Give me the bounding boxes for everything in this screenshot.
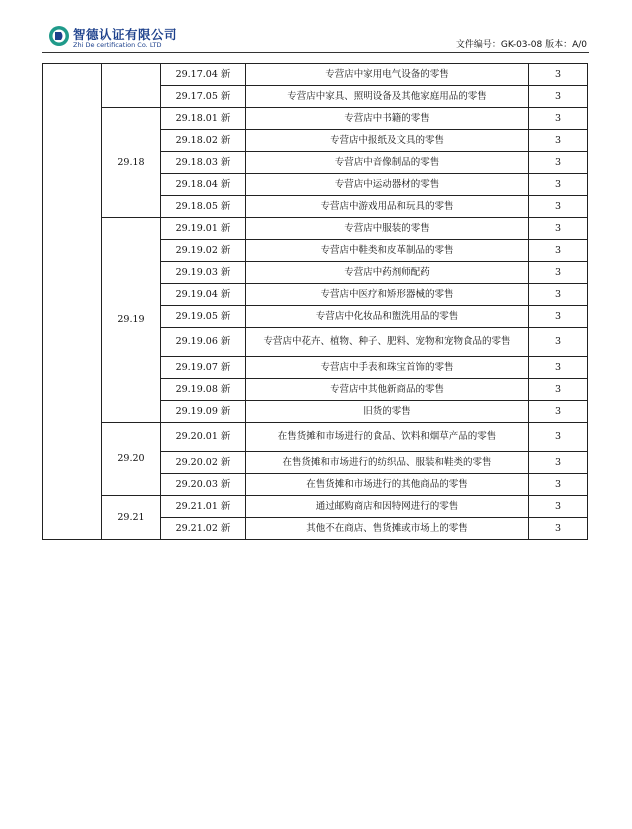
item-code-cell: 29.19.07 新 — [161, 357, 246, 379]
item-code-cell: 29.17.04 新 — [161, 64, 246, 86]
group-code-cell — [102, 64, 161, 108]
code-table — [42, 63, 588, 540]
table-row — [43, 423, 588, 452]
item-code-cell: 29.20.03 新 — [161, 474, 246, 496]
risk-level-cell: 3 — [529, 401, 588, 423]
table-row — [43, 218, 588, 240]
item-code-cell: 29.18.03 新 — [161, 152, 246, 174]
risk-level-cell: 3 — [529, 474, 588, 496]
risk-level-cell: 3 — [529, 379, 588, 401]
item-description-cell: 旧货的零售 — [246, 401, 529, 423]
item-code-cell: 29.19.01 新 — [161, 218, 246, 240]
group-code-cell: 29.18 — [102, 108, 161, 218]
risk-level-cell: 3 — [529, 174, 588, 196]
item-code-cell: 29.19.04 新 — [161, 284, 246, 306]
item-code-cell: 29.20.02 新 — [161, 452, 246, 474]
item-description-cell: 通过邮购商店和因特网进行的零售 — [246, 496, 529, 518]
item-code-cell: 29.18.04 新 — [161, 174, 246, 196]
item-description-cell: 专营店中运动器材的零售 — [246, 174, 529, 196]
item-description-cell: 专营店中游戏用品和玩具的零售 — [246, 196, 529, 218]
item-description-cell: 在售货摊和市场进行的其他商品的零售 — [246, 474, 529, 496]
group-code-cell: 29.20 — [102, 423, 161, 496]
table-row — [43, 496, 588, 518]
item-code-cell: 29.19.06 新 — [161, 328, 246, 357]
company-name-cn: 智德认证有限公司 — [73, 27, 178, 42]
risk-level-cell: 3 — [529, 108, 588, 130]
item-code-cell: 29.19.02 新 — [161, 240, 246, 262]
item-description-cell: 专营店中书籍的零售 — [246, 108, 529, 130]
group-code-cell: 29.19 — [102, 218, 161, 423]
risk-level-cell: 3 — [529, 496, 588, 518]
item-description-cell: 专营店中医疗和矫形器械的零售 — [246, 284, 529, 306]
risk-level-cell: 3 — [529, 64, 588, 86]
item-description-cell: 专营店中家用电气设备的零售 — [246, 64, 529, 86]
header-divider — [42, 52, 589, 53]
risk-level-cell: 3 — [529, 306, 588, 328]
risk-level-cell: 3 — [529, 452, 588, 474]
item-description-cell: 专营店中化妆品和盥洗用品的零售 — [246, 306, 529, 328]
item-code-cell: 29.20.01 新 — [161, 423, 246, 452]
item-description-cell: 专营店中其他新商品的零售 — [246, 379, 529, 401]
item-code-cell: 29.18.01 新 — [161, 108, 246, 130]
risk-level-cell: 3 — [529, 152, 588, 174]
table-row — [43, 108, 588, 130]
item-description-cell: 专营店中花卉、植物、种子、肥料、宠物和宠物食品的零售 — [246, 328, 529, 357]
item-description-cell: 专营店中手表和珠宝首饰的零售 — [246, 357, 529, 379]
item-code-cell: 29.19.03 新 — [161, 262, 246, 284]
item-description-cell: 在售货摊和市场进行的纺织品、服装和鞋类的零售 — [246, 452, 529, 474]
item-code-cell: 29.19.09 新 — [161, 401, 246, 423]
group-code-cell: 29.21 — [102, 496, 161, 540]
item-code-cell: 29.19.05 新 — [161, 306, 246, 328]
risk-level-cell: 3 — [529, 130, 588, 152]
item-code-cell: 29.17.05 新 — [161, 86, 246, 108]
item-code-cell: 29.18.05 新 — [161, 196, 246, 218]
risk-level-cell: 3 — [529, 423, 588, 452]
item-description-cell: 专营店中药剂师配药 — [246, 262, 529, 284]
risk-level-cell: 3 — [529, 196, 588, 218]
item-code-cell: 29.21.01 新 — [161, 496, 246, 518]
risk-level-cell: 3 — [529, 284, 588, 306]
page-header — [0, 0, 632, 52]
risk-level-cell: 3 — [529, 357, 588, 379]
item-description-cell: 专营店中服装的零售 — [246, 218, 529, 240]
risk-level-cell: 3 — [529, 86, 588, 108]
table-row — [43, 64, 588, 86]
item-code-cell: 29.19.08 新 — [161, 379, 246, 401]
item-description-cell: 专营店中音像制品的零售 — [246, 152, 529, 174]
company-name-en: Zhi De certification Co. LTD — [73, 41, 162, 49]
company-logo-icon — [48, 25, 70, 47]
item-description-cell: 专营店中鞋类和皮革制品的零售 — [246, 240, 529, 262]
risk-level-cell: 3 — [529, 218, 588, 240]
document-number: 文件编号：GK-03-08 版本：A/0 — [455, 40, 587, 50]
risk-level-cell: 3 — [529, 328, 588, 357]
item-description-cell: 其他不在商店、售货摊或市场上的零售 — [246, 518, 529, 540]
risk-level-cell: 3 — [529, 240, 588, 262]
item-code-cell: 29.18.02 新 — [161, 130, 246, 152]
risk-level-cell: 3 — [529, 262, 588, 284]
risk-level-cell: 3 — [529, 518, 588, 540]
item-description-cell: 专营店中家具、照明设备及其他家庭用品的零售 — [246, 86, 529, 108]
item-code-cell: 29.21.02 新 — [161, 518, 246, 540]
item-description-cell: 在售货摊和市场进行的食品、饮料和烟草产品的零售 — [246, 423, 529, 452]
item-description-cell: 专营店中报纸及文具的零售 — [246, 130, 529, 152]
category-cell — [43, 64, 102, 540]
